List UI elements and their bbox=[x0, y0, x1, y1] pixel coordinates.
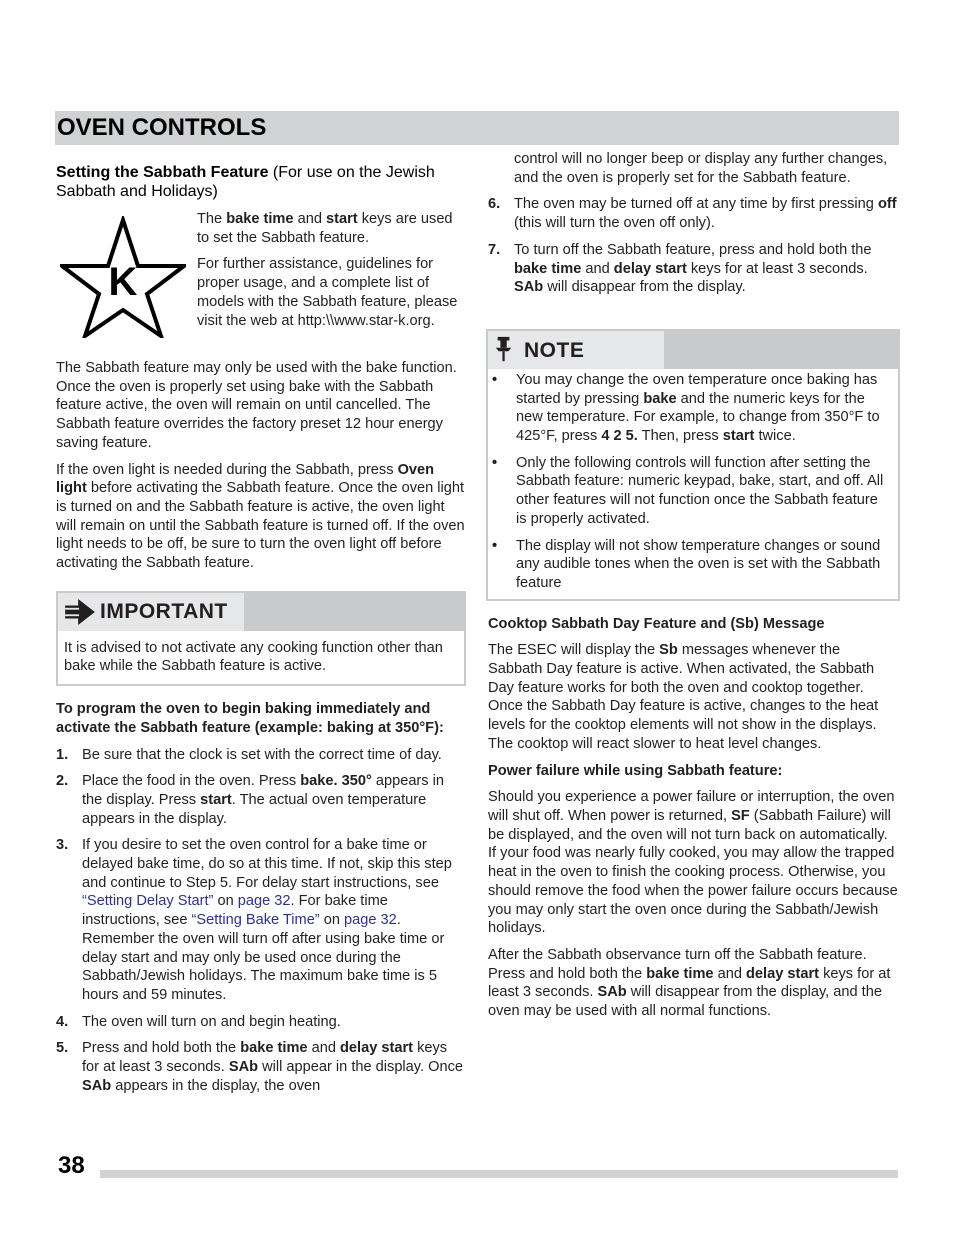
list-item bbox=[488, 454, 890, 529]
cooktop-heading: Cooktop Sabbath Day Feature and (Sb) Message bbox=[488, 615, 825, 632]
text: will appear in the display. Once bbox=[258, 1059, 463, 1076]
bullet-icon: • bbox=[492, 454, 498, 471]
text-bold: SF bbox=[731, 807, 750, 824]
text: and bbox=[581, 260, 614, 277]
text: The oven will turn on and begin heating. bbox=[82, 1013, 341, 1030]
text: (this will turn the oven off only). bbox=[514, 215, 715, 232]
text: . For bake time instructions, see bbox=[82, 893, 388, 929]
text: on bbox=[213, 893, 238, 910]
star-letter: K bbox=[108, 260, 138, 304]
text-bold: start bbox=[326, 211, 358, 227]
cooktop-para bbox=[488, 641, 898, 753]
step-number: 2. bbox=[56, 773, 69, 790]
text-bold: delay start bbox=[340, 1040, 414, 1057]
text: and the numeric keys for the new temperature. For example, to change from 350°F to 425°F, press bbox=[516, 390, 880, 445]
list-item bbox=[56, 746, 466, 765]
text: will disappear from the display, and the oven may be used with all normal functions. bbox=[488, 984, 882, 1020]
text: keys for at least 3 seconds. bbox=[488, 965, 891, 1001]
text-bold: delay start bbox=[613, 260, 687, 277]
text: Press and hold both the bbox=[82, 1040, 241, 1057]
program-steps bbox=[56, 746, 466, 1096]
text: The ESEC will display the bbox=[488, 642, 660, 659]
header-bar bbox=[55, 111, 899, 145]
text: (Sabbath Failure) will be displayed, and the oven will not turn back on automatically. If your food was nearly fully cooked, you may allow the trapped heat in the oven to finish the cooking process. Otherwise, you should remove the food when the power failure occurs because you may only start the oven once during the Sabbath/Jewish holidays. bbox=[488, 807, 898, 937]
text: Only the following controls will function after setting the Sabbath feature: numeric keypad, bake, start, and off. All other features will not function once the Sabbath feature is properly activated. bbox=[516, 454, 884, 527]
text-bold: start bbox=[200, 791, 232, 808]
text-bold: SAb bbox=[514, 279, 544, 296]
text: keys for at least 3 seconds. bbox=[686, 260, 868, 277]
star-k-block bbox=[56, 210, 466, 350]
program-heading: To program the oven to begin baking immediately and activate the Sabbath feature (example: baking at 350°F): bbox=[56, 701, 444, 736]
power-heading: Power failure while using Sabbath feature: bbox=[488, 762, 783, 779]
text: You may change the oven temperature once baking has started by pressing bbox=[516, 371, 878, 407]
important-label-bg bbox=[58, 593, 244, 631]
right-column bbox=[488, 150, 898, 1029]
star-para-1 bbox=[197, 210, 467, 247]
text-bold: Sb bbox=[659, 642, 678, 659]
text-bold: 4 2 5. bbox=[601, 428, 638, 445]
link-setting-delay-start[interactable]: “Setting Delay Start” bbox=[82, 893, 214, 910]
note-body bbox=[488, 369, 898, 593]
text: keys for at least 3 seconds. bbox=[82, 1040, 448, 1076]
note-list bbox=[488, 371, 890, 593]
text-bold: off bbox=[877, 196, 897, 213]
text: If you desire to set the oven control for a bake time or delayed bake time, do so at this time. If not, skip this step and continue to Step 5. For delay start instructions, see bbox=[82, 837, 452, 891]
list-item bbox=[56, 1013, 466, 1032]
text-bold: SAb bbox=[82, 1077, 112, 1094]
text-bold: SAb bbox=[228, 1059, 259, 1076]
text: control will no longer beep or display any further changes, and the oven is properly set for the Sabbath feature. bbox=[514, 151, 888, 186]
note-label: NOTE bbox=[524, 338, 585, 362]
star-k-symbol-icon bbox=[60, 216, 186, 338]
text-bold: bake time bbox=[226, 211, 294, 227]
important-label: IMPORTANT bbox=[100, 599, 228, 623]
bullet-icon: • bbox=[492, 371, 498, 388]
text-bold: bake. 350° bbox=[300, 773, 372, 790]
note-box bbox=[486, 329, 900, 601]
footer-bar bbox=[100, 1170, 898, 1178]
text: appears in the display. Press bbox=[82, 773, 445, 808]
text: . Remember the oven will turn off after using bake time or delay start and may only be used once during the Sabbath/Jewish holidays. The maximum bake time is 5 hours and 59 minutes. bbox=[82, 912, 445, 1003]
step-number: 4. bbox=[56, 1013, 69, 1030]
text: The oven may be turned off at any time by first pressing bbox=[514, 196, 878, 213]
page-number: 38 bbox=[58, 1152, 85, 1179]
left-column bbox=[56, 163, 466, 1104]
list-item bbox=[488, 195, 898, 232]
pushpin-icon bbox=[495, 336, 513, 363]
text-bold: bake time bbox=[514, 260, 582, 277]
page-title: OVEN CONTROLS bbox=[57, 114, 267, 141]
text: If the oven light is needed during the Sabbath, press bbox=[56, 461, 398, 478]
list-item bbox=[488, 537, 890, 593]
text: Place the food in the oven. Press bbox=[82, 773, 301, 790]
step-number: 1. bbox=[56, 746, 69, 763]
star-para-2: For further assistance, guidelines for proper usage, and a complete list of models with the Sabbath feature, please visit the web at http:\\www.star-k.org. bbox=[197, 256, 458, 329]
text: and bbox=[293, 211, 326, 227]
list-item bbox=[488, 150, 898, 187]
list-item bbox=[488, 241, 898, 297]
list-item bbox=[56, 772, 466, 828]
arrow-right-icon bbox=[64, 599, 96, 625]
text-bold: bake time bbox=[646, 965, 714, 982]
text: will disappear from the display. bbox=[543, 279, 746, 296]
step-number: 3. bbox=[56, 837, 69, 854]
step-number: 7. bbox=[488, 241, 501, 258]
text-bold: Oven light bbox=[56, 461, 435, 497]
sabbath-para-1: The Sabbath feature may only be used with the bake function. Once the oven is properly set using bake with the Sabbath feature active, the oven will remain on until cancelled. The Sabbath feature overrides the factory preset 12 hour energy saving feature. bbox=[56, 360, 457, 451]
text: messages whenever the Sabbath Day feature is active. When activated, the Sabbath Day feature works for both the oven and cooktop together. Once the Sabbath Day feature is active, changes to the heat levels for the cooktop elements will not show in the displays. The cooktop will react slower to heat level changes. bbox=[488, 642, 879, 752]
after-para bbox=[488, 946, 898, 1021]
list-item bbox=[488, 371, 890, 446]
bullet-icon: • bbox=[492, 537, 498, 554]
list-item bbox=[56, 1039, 466, 1095]
note-header bbox=[488, 331, 898, 369]
important-body: It is advised to not activate any cooking function other than bake while the Sabbath feature is active. bbox=[64, 639, 443, 675]
important-box bbox=[56, 591, 466, 686]
text: . The actual oven temperature appears in the display. bbox=[82, 791, 427, 827]
text: After the Sabbath observance turn off the Sabbath feature. Press and hold both the bbox=[488, 946, 867, 982]
text-bold: bake bbox=[643, 390, 677, 407]
note-label-bg bbox=[488, 331, 664, 369]
step-number: 5. bbox=[56, 1040, 69, 1057]
text-bold: SAb bbox=[597, 984, 627, 1001]
list-item bbox=[56, 836, 466, 1004]
section-heading-sabbath bbox=[56, 163, 466, 201]
star-text bbox=[197, 210, 467, 338]
text: The display will not show temperature changes or sound any audible tones when the oven is set with the Sabbath feature bbox=[516, 537, 881, 591]
step-number: 6. bbox=[488, 196, 501, 213]
text: Should you experience a power failure or interruption, the oven will shut off. When power is returned, bbox=[488, 789, 895, 824]
text: twice. bbox=[754, 428, 796, 445]
link-setting-bake-time[interactable]: “Setting Bake Time” bbox=[191, 912, 320, 929]
text-bold: bake time bbox=[240, 1040, 308, 1057]
link-page-32[interactable]: page 32 bbox=[344, 912, 397, 929]
text-bold: start bbox=[722, 428, 755, 445]
text: The bbox=[197, 211, 227, 227]
heading-rest: (For use on the Jewish Sabbath and Holidays) bbox=[56, 164, 435, 200]
heading-bold: Setting the Sabbath Feature bbox=[56, 164, 269, 181]
program-steps-continued bbox=[488, 150, 898, 297]
text: Be sure that the clock is set with the correct time of day. bbox=[82, 746, 442, 763]
text: and bbox=[713, 965, 747, 982]
link-page-32[interactable]: page 32 bbox=[237, 893, 291, 910]
text: appears in the display, the oven bbox=[111, 1077, 321, 1094]
power-para bbox=[488, 788, 898, 938]
text: on bbox=[319, 912, 345, 929]
text: and bbox=[307, 1040, 341, 1057]
text: keys are used to set the Sabbath feature. bbox=[197, 211, 453, 246]
text: Then, press bbox=[637, 428, 723, 445]
text-bold: delay start bbox=[746, 965, 820, 982]
text: To turn off the Sabbath feature, press and hold both the bbox=[514, 241, 872, 258]
text: before activating the Sabbath feature. Once the oven light is turned on and the Sabbath feature is active, the oven light will remain on until the Sabbath feature is turned off. If the oven light needs to be off, be sure to turn the oven light off before activating the Sabbath feature. bbox=[56, 480, 465, 572]
important-header bbox=[58, 593, 464, 631]
sabbath-para-2 bbox=[56, 461, 466, 573]
